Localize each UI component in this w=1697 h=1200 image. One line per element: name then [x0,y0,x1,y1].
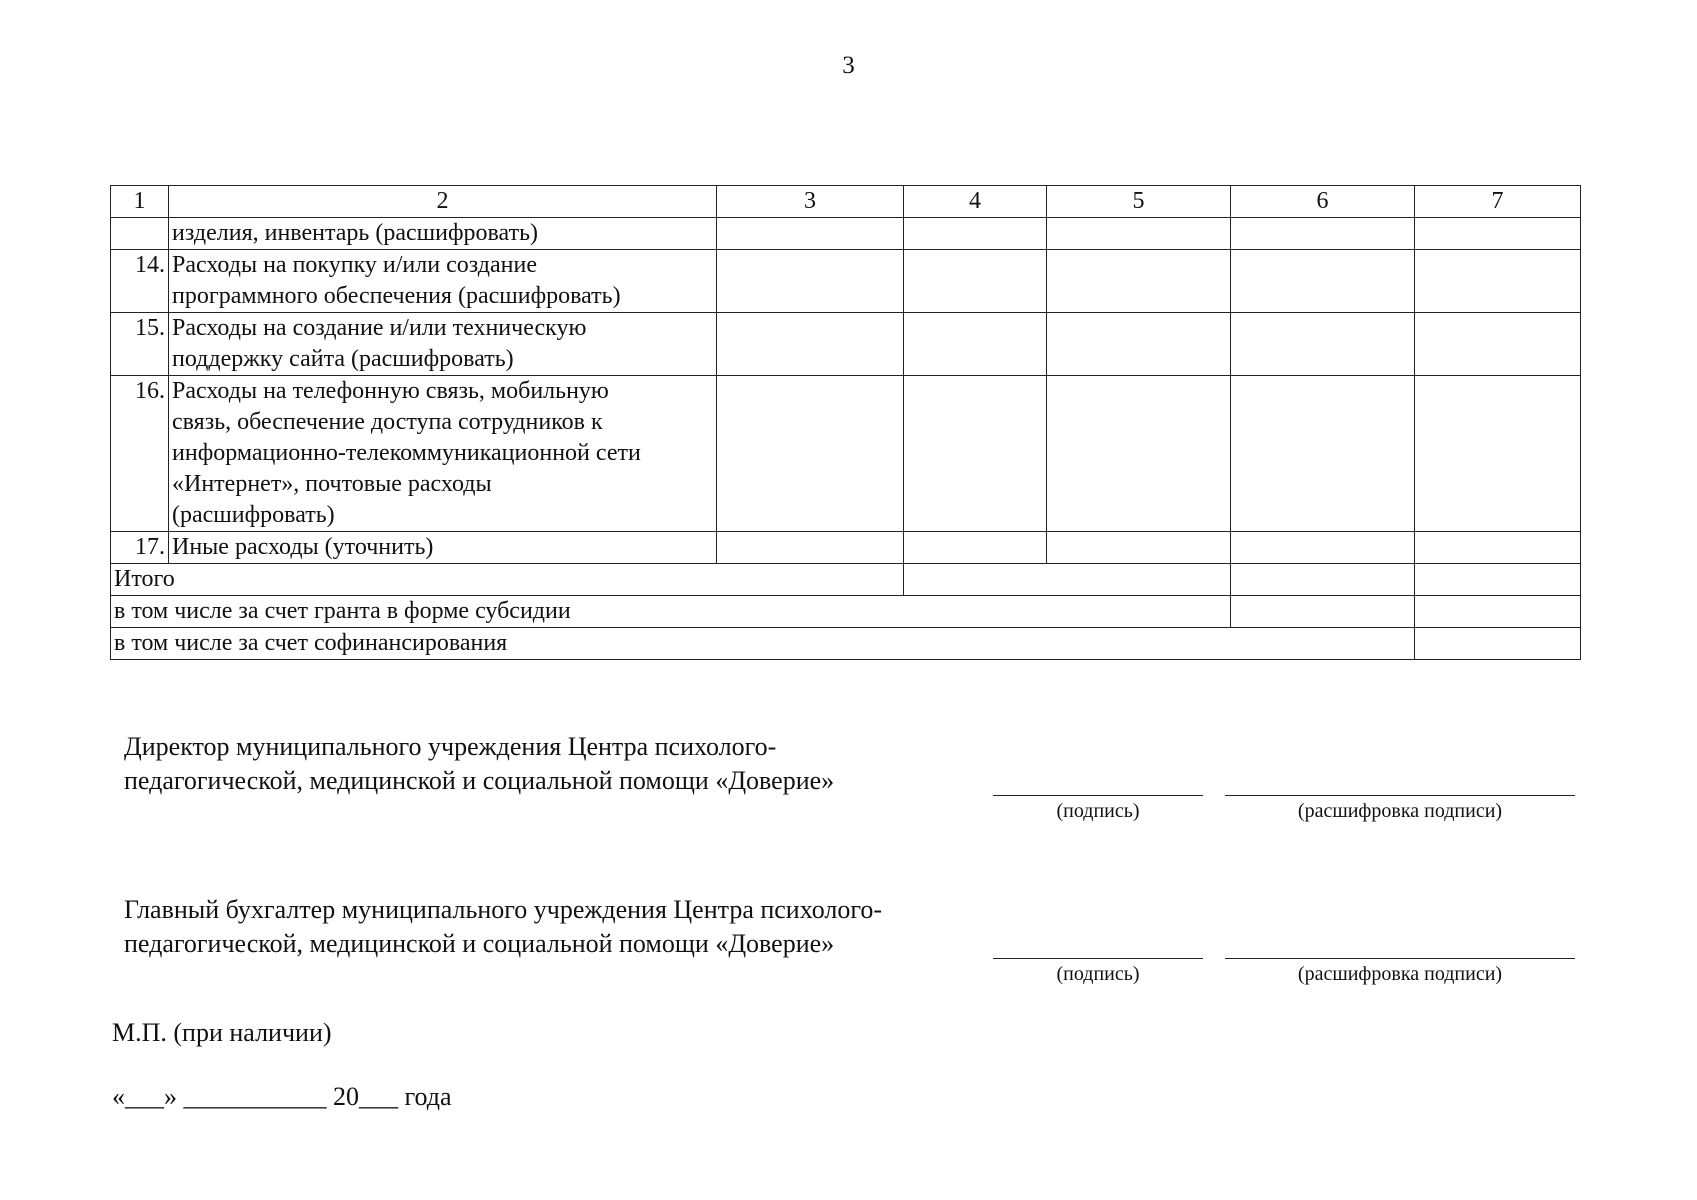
page-number: 3 [842,52,855,79]
cofinancing-row [111,628,1581,660]
accountant-title-line: педагогической, медицинской и социальной помощи «Доверие» [124,929,835,958]
row-description-line: «Интернет», почтовые расходы [172,471,492,497]
total-label: Итого [111,564,904,596]
accountant-title-line: Главный бухгалтер муниципального учреждения Центра психолого- [124,895,883,924]
row-number [111,218,169,250]
row-number: 17. [111,532,169,564]
grant-row [111,596,1581,628]
total-row [111,564,1581,596]
director-signature-line[interactable] [993,795,1203,796]
value-cell [1415,596,1581,628]
value-cell [904,376,1047,532]
value-cell [1231,313,1415,376]
accountant-title [124,893,882,961]
header-cell: 5 [1047,186,1231,218]
row-number: 14. [111,250,169,313]
table-row [111,376,1581,532]
cofinancing-label: в том числе за счет софинансирования [111,628,1415,660]
director-title-line: Директор муниципального учреждения Центра психолого- [124,732,777,761]
header-cell: 2 [169,186,717,218]
stamp-note: М.П. (при наличии) [112,1018,332,1047]
value-cell [1415,628,1581,660]
value-cell [1415,564,1581,596]
value-cell [1047,313,1231,376]
header-cell: 7 [1415,186,1581,218]
row-number: 16. [111,376,169,532]
table-row [111,218,1581,250]
value-cell [904,313,1047,376]
value-cell [1231,218,1415,250]
table-header-row [111,186,1581,218]
value-cell [717,376,904,532]
row-description [169,532,717,564]
row-description-line: Расходы на покупку и/или создание [172,252,537,278]
table-row [111,532,1581,564]
accountant-decoding-line[interactable] [1225,958,1575,959]
budget-table [110,185,1581,660]
value-cell [1415,376,1581,532]
row-description-line: связь, обеспечение доступа сотрудников к [172,409,603,435]
row-description [169,218,717,250]
value-cell [717,218,904,250]
accountant-decoding-caption: (расшифровка подписи) [1297,963,1503,985]
accountant-signature-line[interactable] [993,958,1203,959]
row-description-line: (расшифровать) [172,502,335,528]
director-title-line: педагогической, медицинской и социальной помощи «Доверие» [124,766,835,795]
accountant-signature-caption: (подпись) [1056,963,1140,985]
director-decoding-line[interactable] [1225,795,1575,796]
value-cell [717,250,904,313]
value-cell [1415,250,1581,313]
value-cell [1047,218,1231,250]
row-description [169,250,717,313]
row-description-line: Расходы на телефонную связь, мобильную [172,378,609,404]
date-line[interactable]: «___» ___________ 20___ года [112,1082,452,1111]
row-number: 15. [111,313,169,376]
director-title [124,730,834,798]
value-cell [717,532,904,564]
value-cell [904,218,1047,250]
value-cell [1231,564,1415,596]
header-cell: 3 [717,186,904,218]
value-cell [1415,532,1581,564]
table-row [111,250,1581,313]
value-cell [1231,596,1415,628]
value-cell [1415,218,1581,250]
value-cell [1047,532,1231,564]
row-description-line: Иные расходы (уточнить) [172,534,434,560]
value-cell [1231,250,1415,313]
row-description-line: изделия, инвентарь (расшифровать) [172,220,539,246]
row-description [169,376,717,532]
header-cell: 1 [111,186,169,218]
value-cell [1415,313,1581,376]
value-cell [904,564,1231,596]
row-description-line: Расходы на создание и/или техническую [172,315,587,341]
table-row [111,313,1581,376]
value-cell [1047,250,1231,313]
row-description-line: информационно-телекоммуникационной сети [172,440,641,466]
value-cell [1047,376,1231,532]
value-cell [1231,532,1415,564]
director-signature-caption: (подпись) [1056,800,1140,822]
row-description-line: поддержку сайта (расшифровать) [172,346,514,372]
header-cell: 6 [1231,186,1415,218]
director-decoding-caption: (расшифровка подписи) [1297,800,1503,822]
row-description-line: программного обеспечения (расшифровать) [172,283,621,309]
value-cell [904,250,1047,313]
row-description [169,313,717,376]
header-cell: 4 [904,186,1047,218]
value-cell [1231,376,1415,532]
grant-label: в том числе за счет гранта в форме субсидии [111,596,1231,628]
value-cell [717,313,904,376]
value-cell [904,532,1047,564]
